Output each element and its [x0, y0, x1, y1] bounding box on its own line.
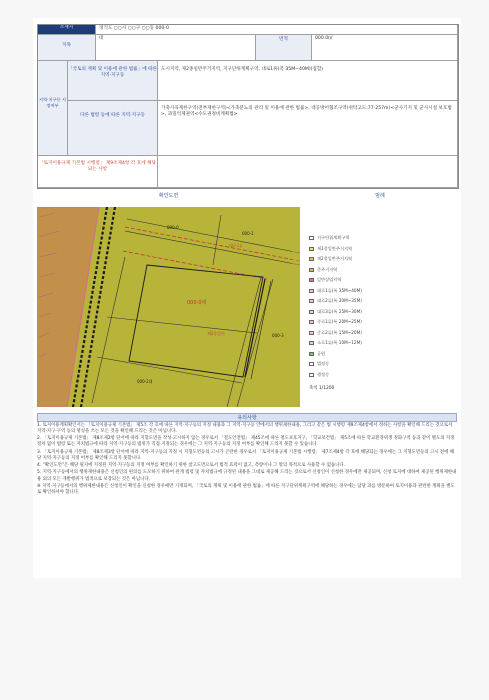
notes-title: 유의사항 [237, 415, 257, 421]
map-label-zone: 제2종일반 [207, 331, 226, 336]
note-paragraph: ※ 지역·지구등에서의 행위제한내용은 신청인이 확인을 신청한 경우에만 기재되며, 「국토의 계획 및 이용에 관한 법률」에 따른 지구단위계획구역에 해당하는 경우에는 담당 과를 방문하여 토지이용과 관련한 계획을 별도로 확인하셔야 합니다. [37, 483, 455, 495]
legend-swatch [309, 299, 314, 303]
legend-label: 중로2류(폭 15M~20M) [317, 329, 362, 335]
map-label-parcel-a: 000-0 [167, 225, 179, 230]
map-label-parcel-c: 000-2대 [137, 379, 153, 384]
legend-label: 법정동 [317, 361, 330, 366]
confirmation-map [37, 207, 300, 407]
category-value: 대 [96, 35, 256, 61]
legend-swatch [309, 236, 314, 240]
legend-label: 공원 [317, 350, 326, 356]
legend-label: 제2종일반주거지역 [317, 256, 353, 261]
law2-label: 다른 법령 등에 따른 지역·지구등 [68, 101, 158, 156]
legend-label: 중로1류(폭 20M~25M) [317, 319, 362, 324]
legend-swatch [309, 352, 314, 356]
note-paragraph: 2. 「토지이용규제 기본법」 제8조제2항 단서에 따라 지형도면을 작성·고시하지 않는 경우로서 「철도안전법」 제45조에 따른 철도보호지구, 「학교보건법」 제5조에 따른 학교환경위생 정화구역 등과 같이 별도의 지정 절차 없이 법령 또는 자치법규에 따라 지역·지구등의 범위가 직접 지정되는 경우에는 그 지역·지구등의 지정 여부를 확인해 드리지 못할 수 있습니다. [37, 436, 455, 448]
info-table [37, 24, 459, 189]
legend-label: 행정동 [317, 371, 330, 377]
legend-label: 일반상업지역 [317, 277, 342, 282]
law1-label: 「국토의 계획 및 이용에 관한 법률」에 따른 지역·지구등 [68, 61, 158, 101]
legend-swatch [309, 362, 314, 366]
legend-label: 제1종일반주거지역 [317, 245, 353, 251]
map-label-parcel-b: 000-1 [242, 231, 254, 236]
notes-body [37, 423, 457, 598]
legend-item [309, 372, 329, 378]
map-title: 확인도면 [158, 193, 179, 199]
legend-label: 대로2류(폭 30M~35M) [317, 298, 362, 303]
legend-label: 대로1류(폭 35M~40M) [317, 287, 362, 293]
law1-value: 도시지역, 제2종일반주거지역, 지구단위계획구역, 대로1류(폭 35M~40M)(접합) [158, 61, 458, 101]
legend-swatch [309, 373, 314, 377]
scale-label: 축척 1/1200 [309, 386, 335, 391]
legend-swatch [309, 247, 314, 251]
note-paragraph: 5. 지역·지구등에서의 행위제한내용은 신청인의 편의를 도모하기 위하여 관계 법령 및 자치법규에 규정된 내용을 그대로 제공해 드리는 것으로서 신청인이 신청한 경우에만 제공되며, 신청 토지에 대하여 제공된 행위제한내용 외의 모든 개발행위가 법적으로 보장되는 것은 아닙니다. [37, 470, 457, 482]
legend-swatch [309, 257, 314, 261]
legend-swatch [309, 268, 314, 272]
location-value: 경기도 ○○시 ○○구 ○○동 000-0 [96, 25, 458, 35]
legend-item [309, 256, 352, 262]
legend-swatch [309, 341, 314, 345]
map-legend [303, 207, 457, 407]
legend-swatch [309, 331, 314, 335]
notes-header [37, 413, 457, 422]
law3-value [158, 156, 458, 188]
location-label: 소재지 [38, 25, 96, 35]
legend-item [309, 351, 325, 357]
legend-item [309, 340, 362, 346]
note-paragraph: 4. “확인도면”은 해당 필지에 지정된 지역·지구등의 지정 여부를 확인하기 위한 참고도면으로서 법적 효력이 없고, 측량이나 그 밖의 목적으로 사용할 수 없습니다. [37, 463, 346, 469]
map-label-road: 대로1류 [229, 243, 244, 248]
legend-label: 대로3류(폭 25M~30M) [317, 308, 362, 314]
area-label: 면적 [256, 35, 312, 61]
legend-item [309, 288, 362, 294]
law3-label: 「토지이용규제 기본법 시행령」 제9조제4항 각 호에 해당되는 사항 [38, 156, 158, 188]
map-label-parcel-main: 000-0대 [187, 300, 207, 306]
note-paragraph: 1. 토지이용계획확인서는 「토지이용규제 기본법」 제5조 각 호에 따른 지역·지구등의 지정 내용과 그 지역·지구등 안에서의 행위제한내용, 그리고 같은 법 시행령 제9조제4항에서 정하는 사항을 확인해 드리는 것으로서 지역·지구·구역 등의 명칭을 쓰는 모든 것을 확인해 드리는 것은 아닙니다. [37, 423, 453, 435]
legend-item [309, 330, 362, 336]
land-use-certificate [33, 18, 461, 578]
legend-item [309, 267, 337, 273]
legend-swatch [309, 278, 314, 282]
note-paragraph: 3. 「토지이용규제 기본법」 제8조제3항 단서에 따라 지역·지구등의 지정 시 지형도면등의 고시가 곤란한 경우로서 「토지이용규제 기본법 시행령」 제7조제4항 각 호에 해당되는 경우에는 그 지형도면등의 고시 전에 해당 지역·지구등의 지정 여부를 확인해 드리지 못합니다. [37, 449, 455, 461]
legend-label: 소로1류(폭 10M~12M) [317, 340, 362, 345]
map-label-parcel-d: 000-3 [272, 333, 284, 338]
legend-item [309, 298, 362, 304]
legend-item [309, 309, 362, 315]
legend-item [309, 246, 352, 252]
legend-item [309, 277, 341, 283]
legend-swatch [309, 320, 314, 324]
map-drawing [37, 207, 300, 407]
legend-label: 지구단위계획구역 [317, 235, 350, 240]
legend-title: 범례 [375, 193, 385, 199]
legend-label: 준주거지역 [317, 266, 338, 272]
legend-swatch [309, 289, 314, 293]
category-label: 지목 [38, 35, 96, 61]
legend-item [309, 361, 329, 367]
zoning-side-label: 지역·지구등 지정여부 [38, 61, 68, 156]
legend-swatch [309, 310, 314, 314]
law2-value: 가축사육제한구역(전부제한구역)<가축분뇨의 관리 및 이용에 관한 법률>, 대공방어협조구역(위탁고도:77-257m)<군사기지 및 군사시설 보호법>, 과밀억제권역<수도권정비계획법> [158, 101, 458, 156]
area-value: 000.0㎡ [312, 35, 458, 61]
legend-item [309, 319, 362, 325]
legend-item [309, 235, 349, 241]
